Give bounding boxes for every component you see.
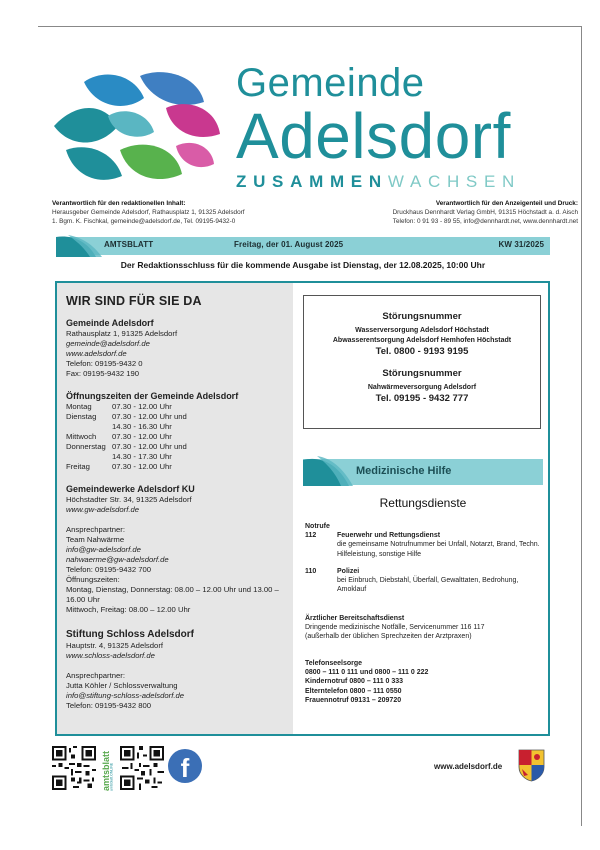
fault-hotline-box xyxy=(303,295,541,429)
page-frame-top xyxy=(38,26,582,27)
emergency-110 xyxy=(305,567,545,595)
hours-day: Mittwoch xyxy=(66,432,97,441)
on-call-title: Ärztlicher Bereitschaftsdienst xyxy=(305,615,405,622)
gemeindewerke-contact xyxy=(66,484,292,615)
emergency-label: Notrufe xyxy=(305,523,330,530)
gemeinde-contact xyxy=(66,318,292,379)
stiftung-contact-person: Jutta Köhler / Schlossverwaltung xyxy=(66,681,178,690)
website-link[interactable]: www.adelsdorf.de xyxy=(434,762,503,771)
stiftung-contact-label: Ansprechpartner: xyxy=(66,671,125,680)
imprint-editorial-heading: Verantwortlich für den redaktionellen Inhalt: xyxy=(52,200,186,207)
emergency-title: Polizei xyxy=(337,567,360,575)
gemeindewerke-contact-label: Ansprechpartner: xyxy=(66,525,125,534)
stiftung-heading: Stiftung Schloss Adelsdorf xyxy=(66,629,194,640)
app-label-text: amtsblatt.ONLINE xyxy=(109,762,113,791)
gemeinde-email-link[interactable]: gemeinde@adelsdorf.de xyxy=(66,339,150,348)
imprint-advertising-line: Telefon: 0 91 93 - 89 55, info@dennhardt.net, www.dennhardt.net xyxy=(392,218,578,225)
medical-on-call xyxy=(305,614,545,642)
fault-hotline-heading: Störungsnummer xyxy=(382,311,462,322)
tagline-part2: WACHSEN xyxy=(387,172,521,191)
hours-row xyxy=(66,422,292,432)
qr-code-icon[interactable] xyxy=(52,746,96,790)
hours-row xyxy=(66,432,292,442)
wave-decoration-icon xyxy=(56,235,102,257)
gemeindewerke-hours: Mittwoch, Freitag: 08.00 – 12.00 Uhr xyxy=(66,605,191,614)
stiftung-address: Hauptstr. 4, 91325 Adelsdorf xyxy=(66,641,164,650)
on-call-text: Dringende medizinische Notfälle, Servicenummer 116 117 xyxy=(305,624,485,632)
stiftung-contact xyxy=(66,629,292,711)
emergency-description: bei Einbruch, Diebstahl, Überfall, Gewalttaten, Bedrohung, Amoklauf xyxy=(337,577,519,594)
brand-gemeinde: Gemeinde xyxy=(236,61,425,105)
gemeinde-address: Rathausplatz 1, 91325 Adelsdorf xyxy=(66,329,178,338)
gemeindewerke-phone: Telefon: 09195-9432 700 xyxy=(66,565,152,574)
hours-row xyxy=(66,452,292,462)
emergency-number: 110 xyxy=(305,567,317,575)
hotline-number: Frauennotruf 09131 – 209720 xyxy=(305,696,402,704)
hours-time: 14.30 - 17.30 Uhr xyxy=(112,452,172,461)
hours-row xyxy=(66,442,292,452)
issue-header-bar xyxy=(56,237,550,255)
section-title-wir-sind-da: WIR SIND FÜR SIE DA xyxy=(66,294,202,308)
fault-hotline-phone: Tel. 09195 - 9432 777 xyxy=(375,393,469,404)
gemeinde-phone: Telefon: 09195-9432 0 xyxy=(66,359,143,368)
gemeindewerke-hours: Montag, Dienstag, Donnerstag: 08.00 – 12.00 Uhr und 13.00 – 16.00 Uhr xyxy=(66,585,279,604)
brand-adelsdorf: Adelsdorf xyxy=(236,100,511,172)
editorial-deadline: Der Redaktionsschluss für die kommende Ausgabe ist Dienstag, der 12.08.2025, 10:00 Uhr xyxy=(120,260,486,270)
hours-time: 14.30 - 16.30 Uhr xyxy=(112,422,172,431)
gemeindewerke-hours-label: Öffnungszeiten: xyxy=(66,575,120,584)
imprint-editorial xyxy=(52,199,245,226)
on-call-note: (außerhalb der üblichen Sprechzeiten der Arztpraxen) xyxy=(305,633,472,641)
tagline-part1: ZUSAMMEN xyxy=(236,172,388,191)
hotlines xyxy=(305,659,545,705)
hours-day: Freitag xyxy=(66,462,90,471)
fault-hotline-service: Wasserversorgung Adelsdorf Höchstadt xyxy=(355,327,489,334)
issue-date: Freitag, der 01. August 2025 xyxy=(234,240,344,249)
hotline-number: Elterntelefon 0800 – 111 0550 xyxy=(305,687,402,695)
svg-text:amtsblatt: amtsblatt xyxy=(101,750,111,791)
opening-hours xyxy=(66,391,292,472)
hours-row xyxy=(66,412,292,422)
imprint-editorial-line: Herausgeber Gemeinde Adelsdorf, Rathausplatz 1, 91325 Adelsdorf xyxy=(52,209,245,216)
gemeindewerke-contact-person: Team Nahwärme xyxy=(66,535,125,544)
hours-day: Donnerstag xyxy=(66,442,106,451)
gemeinde-fax: Fax: 09195-9432 190 xyxy=(66,369,140,378)
gemeindewerke-email-link[interactable]: nahwaerme@gw-adelsdorf.de xyxy=(66,555,169,564)
hours-time: 07.30 - 12.00 Uhr xyxy=(112,462,172,471)
hours-day xyxy=(66,422,112,432)
hours-day: Dienstag xyxy=(66,412,97,421)
amtsblatt-online-logo-icon xyxy=(99,747,113,791)
emergency-112 xyxy=(305,531,545,559)
facebook-icon[interactable]: f xyxy=(168,749,202,783)
fault-hotline-heading: Störungsnummer xyxy=(382,368,462,379)
stiftung-email-link[interactable]: info@stiftung-schloss-adelsdorf.de xyxy=(66,691,185,700)
hours-time: 07.30 - 12.00 Uhr und xyxy=(112,442,187,451)
gemeinde-logo-icon xyxy=(48,68,226,196)
wave-decoration-icon xyxy=(303,456,353,486)
brand-tagline xyxy=(236,172,521,192)
hours-time: 07.30 - 12.00 Uhr xyxy=(112,432,172,441)
fault-hotline-phone: Tel. 0800 - 9193 9195 xyxy=(375,346,469,357)
emergency-description: die gemeinsame Notrufnummer bei Unfall, Notarzt, Brand, Techn. Hilfeleistung, sonstige Hilfe xyxy=(337,541,540,558)
hotline-number: 0800 – 111 0 111 und 0800 – 111 0 222 xyxy=(305,669,429,677)
page-frame-right xyxy=(581,26,582,826)
emergency-number: 112 xyxy=(305,532,317,540)
imprint-advertising xyxy=(393,199,578,226)
fault-hotline-service: Nahwärmeversorgung Adelsdorf xyxy=(367,384,477,391)
gemeinde-website-link[interactable]: www.adelsdorf.de xyxy=(66,349,127,358)
rescue-services-title: Rettungsdienste xyxy=(379,496,467,510)
emergency-numbers xyxy=(305,522,545,594)
fault-hotline-service: Abwasserentsorgung Adelsdorf Hemhofen Höchstadt xyxy=(332,337,512,344)
imprint-advertising-line: Druckhaus Dennhardt Verlag GmbH, 91315 Höchstadt a. d. Aisch xyxy=(392,209,578,216)
hotline-number: Kindernotruf 0800 – 111 0 333 xyxy=(305,678,404,686)
imprint-editorial-line: 1. Bgm. K. Fischkal, gemeinde@adelsdorf.de, Tel. 09195-9432-0 xyxy=(52,218,236,225)
stiftung-phone: Telefon: 09195-9432 800 xyxy=(66,701,152,710)
qr-code-icon[interactable] xyxy=(120,746,164,790)
hotline-title: Telefonseelsorge xyxy=(305,660,363,667)
gemeindewerke-email-link[interactable]: info@gw-adelsdorf.de xyxy=(66,545,141,554)
opening-hours-heading: Öffnungszeiten der Gemeinde Adelsdorf xyxy=(66,391,239,401)
hours-time: 07.30 - 12.00 Uhr xyxy=(112,402,172,411)
hours-day xyxy=(66,452,112,462)
gemeindewerke-address: Höchstadter Str. 34, 91325 Adelsdorf xyxy=(66,495,192,504)
hours-row xyxy=(66,402,292,412)
gemeindewerke-heading: Gemeindewerke Adelsdorf KU xyxy=(66,484,195,494)
hours-time: 07.30 - 12.00 Uhr und xyxy=(112,412,187,421)
issue-week: KW 31/2025 xyxy=(498,240,544,249)
hours-day: Montag xyxy=(66,402,92,411)
coat-of-arms-icon xyxy=(518,749,545,782)
gemeinde-heading: Gemeinde Adelsdorf xyxy=(66,318,154,328)
gemeindewerke-website-link[interactable]: www.gw-adelsdorf.de xyxy=(66,505,140,514)
hours-row xyxy=(66,462,292,472)
medical-help-title: Medizinische Hilfe xyxy=(356,465,452,477)
imprint-advertising-heading: Verantwortlich für den Anzeigenteil und Druck: xyxy=(435,200,578,207)
emergency-title: Feuerwehr und Rettungsdienst xyxy=(337,532,441,540)
issue-label: AMTSBLATT xyxy=(104,240,154,249)
stiftung-website-link[interactable]: www.schloss-adelsdorf.de xyxy=(66,651,155,660)
